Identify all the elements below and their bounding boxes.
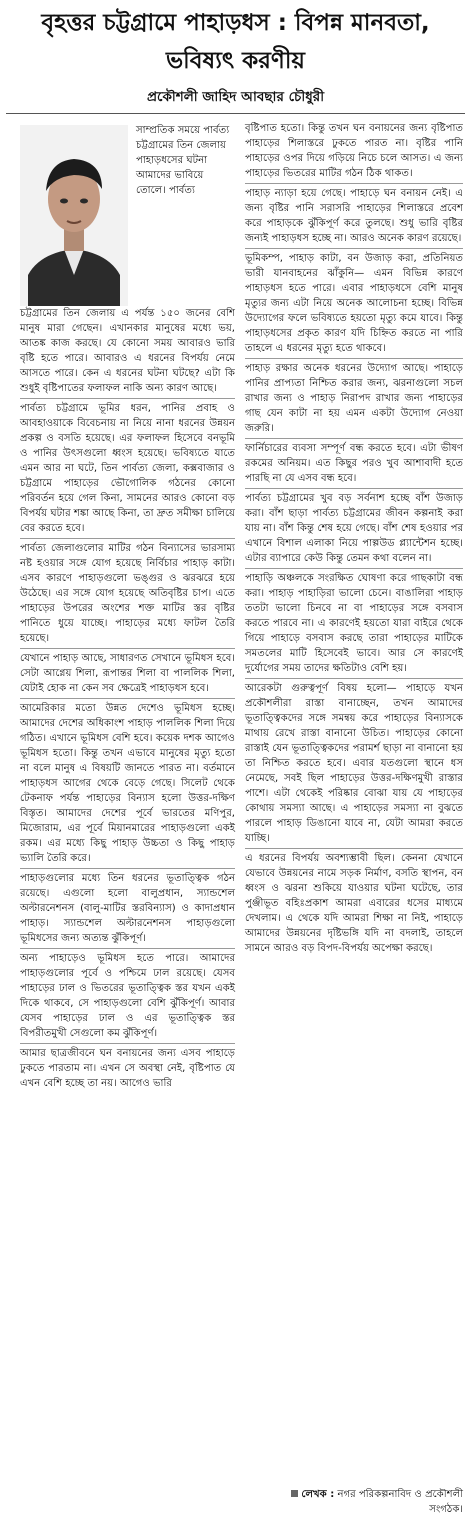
author-byline: প্রকৌশলী জাহিদ আবছার চৌধুরী (146, 89, 325, 105)
paragraph: এ ধরনের বিপর্যয় অবশ্যম্ভাবী ছিল। কেননা যেখানে যেভাবে উন্নয়নের নামে সড়ক নির্মাণ, বসতি স্থাপন, বন ধ্বংস ও ঝরনা শুকিয়ে যাওয়ার ঘটনা ঘটেছে, তার পুঞ্জীভূত বহিঃপ্রকাশ আমরা এবারের ধসের মাধ্যমে দেখলাম। এ থেকে যদি আমরা শিক্ষা না নিই, পাহাড়ে আমাদের উন্নয়নের দৃষ্টিভঙ্গি যদি না বদলাই, তাহলে সামনে আরও বড় বিপদ-বিপর্যয় অপেক্ষা করছে। (245, 853, 463, 954)
paragraph: পাহাড়ি অঞ্চলকে সংরক্ষিত ঘোষণা করে গাছকাটা বন্ধ করা। পাহাড় পাহাড়িরা ভালো চেনে। বাঙালিরা পাহাড় ততটা ভালো চিনবে না বা পাহাড়ের সঙ্গে বসবাস করতে পারবে না। এ কারণেই হয়তো যারা বাইরে থেকে গিয়ে পাহাড়ে বসবাস করছে তারা পাহাড়ের মাটিকে সমতলের মাটি হিসেবেই ভাবে। আর সে কারণেই দুর্যোগের সময় তাদের ক্ষতিটাও বেশি হয়। (245, 571, 463, 679)
paragraph: পাহাড়গুলোর মধ্যে তিন ধরনের ভূতাত্ত্বিক গঠন রয়েছে। এগুলো হলো বালুপ্রধান, স্যান্ডশেল অল্টারনেশনস (বালু-মাটির স্তরবিন্যাস) ও কাদাপ্রধান পাহাড়। স্যান্ডশেল অল্টারনেশনস পাহাড়গুলো ভূমিধসের জন্য অত্যন্ত ঝুঁকিপূর্ণ। (20, 871, 235, 949)
portrait-image (20, 125, 128, 306)
paragraph: চট্টগ্রামের তিন জেলায় এ পর্যন্ত ১৫০ জনের বেশি মানুষ মারা গেছেন। এখানকার মানুষের মধ্যে ভয়, আতঙ্ক কাজ করছে। যে কোনো সময় আবারও ভারি বৃষ্টি হতে পারে। আবারও এ ধরনের বিপর্যয় নেমে আসতে পারে। কেন এ ধরনের ঘটনা ঘটছে? এটা কি শুধুই বৃষ্টিপাতের ফলাফল নাকি অন্য কারণ আছে। (20, 306, 235, 399)
paragraph: পাহাড় রক্ষার অনেক ধরনের উদ্যোগ আছে। পাহাড়ে পানির প্রাপ্যতা নিশ্চিত করার জন্য, ঝরনাগুলো সচল রাখার জন্য ও পাহাড় নিরাপদ রাখার জন্য পাহাড়ের গাছ যেন কাটা না হয় এমন একটা উদ্যোগ নেওয়া জরুরি। (245, 361, 463, 439)
paragraph: পাহাড় ন্যাড়া হয়ে গেছে। পাহাড়ে ঘন বনায়ন নেই। এ জন্য বৃষ্টির পানি সরাসরি পাহাড়ের শিলাস্তরে প্রবেশ করে পাহাড়কে ঝুঁকিপূর্ণ করে তুলছে। শুধু ভারি বৃষ্টির জন্যই পাহাড়ধস হচ্ছে না। আরও অনেক কারণ রয়েছে। (245, 186, 463, 249)
paragraph: বৃষ্টিপাত হতো। কিন্তু তখন ঘন বনায়নের জন্য বৃষ্টিপাত পাহাড়ের শিলাস্তরে ঢুকতে পারত না। বৃষ্টির পানি পাহাড়ের ওপর দিয়ে গড়িয়ে নিচে চলে আসত। এ জন্য পাহাড়ের ভিতরের মাটির গঠন ঠিক থাকত। (245, 121, 463, 184)
paragraph: ফার্নিচারের ব্যবসা সম্পূর্ণ বন্ধ করতে হবে। এটা ভীষণ রকমের অনিয়ম। এত কিছুর পরও খুব আশাবাদী হতে পারছি না যে এসব বন্ধ হবে। (245, 441, 463, 489)
author-note-text: নগর পরিকল্পনাবিদ ও প্রকৌশলী সংগঠক। (337, 1489, 463, 1515)
paragraph: আমেরিকার মতো উন্নত দেশেও ভূমিধস হচ্ছে। আমাদের দেশের অধিকাংশ পাহাড় পাললিক শিলা দিয়ে গঠিত। এখানে ভূমিধস বেশি হবে। কয়েক দশক আগেও ভূমিধস হতো। কিন্তু তখন এভাবে মানুষের মৃত্যু হতো না বলে মানুষ এ বিষয়টি জানতে পারত না। বর্তমানে পাহাড়ধস আগের থেকে বেড়ে গেছে। সিলেট থেকে টেকনাফ পর্যন্ত পাহাড়ের বিন্যাস হলো উত্তর-দক্ষিণ বিস্তৃত। আমাদের দেশের পূর্বে ভারতের মণিপুর, মিজোরাম, এর পূর্বে মিয়ানমারের পাহাড়গুলো একই রকম। এর মধ্যে কিছু পাহাড় উচ্চতা ও কিছু পাহাড় ভ্যালি তৈরি করে। (20, 701, 235, 869)
left-column-body (20, 306, 235, 1095)
paragraph: অন্য পাহাড়েও ভূমিধস হতে পারে। আমাদের পাহাড়গুলোর পূর্বে ও পশ্চিমে ঢাল রয়েছে। যেসব পাহাড়ের ঢাল ও ভিতরের ভূতাত্ত্বিক স্তর যখন একই দিকে থাকবে, সে পাহাড়গুলো বেশি ঝুঁকিপূর্ণ। আবার যেসব পাহাড়ের ঢাল ও এর ভূতাত্ত্বিক স্তর বিপরীতমুখী সেগুলো কম ঝুঁকিপূর্ণ। (20, 951, 235, 1044)
paragraph: ভূমিকম্প, পাহাড় কাটা, বন উজাড় করা, প্রতিনিয়ত ভারী যানবাহনের ঝাঁকুনি— এমন বিভিন্ন কারণে পাহাড়ধস হতে পারে। এবার পাহাড়ধসে বেশি মানুষ মৃত্যুর জন্য এটা নিয়ে অনেক আলোচনা হচ্ছে। বিভিন্ন উদ্যোগের ফলে ভবিষ্যতে হয়তো মৃত্যু কমে যাবে। কিন্তু পাহাড়ধসের প্রকৃত কারণ যদি চিহ্নিত করতে না পারি তাহলে এ ধরনের মৃত্যু হতে থাকবে। (245, 251, 463, 359)
author-photo (20, 125, 128, 306)
paragraph: আরেকটা গুরুত্বপূর্ণ বিষয় হলো— পাহাড়ে যখন প্রকৌশলীরা রাস্তা বানাচ্ছেন, তখন আমাদের ভূতাত্ত্বিকদের সঙ্গে সমন্বয় করে পাহাড়ের বিন্যাসকে মাথায় রেখে রাস্তা বানানো উচিত। পাহাড়ের কোনো রাস্তাই যেন ভূতাত্ত্বিকদের পরামর্শ ছাড়া না বানানো হয় তা নিশ্চিত করতে হবে। এবার যতগুলো স্থানে ধস নেমেছে, সবই ছিল পাহাড়ের উত্তর-দক্ষিণমুখী রাস্তার পাশে। এটা থেকেই পরিষ্কার বোঝা যায় যে পাহাড়ের কোথায় সমস্যা আছে। এ পাহাড়ের সমস্যা না বুঝতে পারলে পাহাড় ডিঙানো যাবে না, যেটা আমরা করতে যাচ্ছি। (245, 681, 463, 849)
article-headline: বৃহত্তর চট্টগ্রামে পাহাড়ধস : বিপন্ন মানবতা, ভবিষ্যৎ করণীয় (41, 10, 430, 74)
paragraph: আমার ছাত্রজীবনে ঘন বনায়নের জন্য এসব পাহাড়ে ঢুকতে পারতাম না। এখন সে অবস্থা নেই, বৃষ্টিপাত যে এখন বেশি হচ্ছে তা নয়। আগেও ভারি (20, 1048, 235, 1089)
paragraph: পার্বত্য চট্টগ্রামে ভূমির ধরন, পানির প্রবাহ ও আবহাওয়াকে বিবেচনায় না নিয়ে নানা ধরনের উন্নয়ন প্রকল্প ও বসতি হয়েছে। এর ফলাফল হিসেবে বনভূমি ও পানির উৎসগুলো ধ্বংস হয়েছে। ভবিষ্যতে যাতে এমন আর না ঘটে, তিন পার্বত্য জেলা, কক্সবাজার ও চট্টগ্রামে পাহাড়ের ভৌগোলিক গঠনের কোনো পরিবর্তন হয়ে গেল কিনা, সামনের আরও কোনো বড় বিপর্যয় ঘটার শঙ্কা আছে কিনা, তা দ্রুত সমীক্ষা চালিয়ে বের করতে হবে। (20, 401, 235, 539)
author-note-label: লেখক : (301, 1489, 335, 1500)
square-bullet-icon (291, 1490, 298, 1497)
paragraph: পার্বত্য চট্টগ্রামের খুব বড় সর্বনাশ হচ্ছে বাঁশ উজাড় করা। বাঁশ ছাড়া পার্বত্য চট্টগ্রামের জীবন কল্পনাই করা যায় না। বাঁশ কিন্তু শেষ হয়ে গেছে। বাঁশ শেষ হওয়ার পর এখানে বিশাল এলাকা নিয়ে পাল্পউড প্ল্যান্টেশন হচ্ছে। এটার ব্যাপারে কেউ কিন্তু তেমন কথা বলেন না। (245, 491, 463, 569)
article-intro: সাম্প্রতিক সময়ে পার্বত্য চট্টগ্রামের তিন জেলায় পাহাড়ধসের ঘটনা আমাদের ভাবিয়ে তোলে। পার্বত্য (136, 125, 230, 196)
right-column (245, 121, 463, 960)
author-note (268, 1487, 463, 1517)
header-divider (6, 113, 465, 114)
paragraph: পার্বত্য জেলাগুলোর মাটির গঠন বিন্যাসের ভারসাম্য নষ্ট হওয়ার সঙ্গে যোগ হয়েছে নির্বিচার পাহাড় কাটা। এসব কারণে পাহাড়গুলো ভঙ্গুর ও ঝরঝরে হয়ে উঠেছে। এর সঙ্গে যোগ হয়েছে অতিবৃষ্টির চাপ। এতে পাহাড়ের উপরের অংশের শক্ত মাটির স্তর বৃষ্টির পানিতে ধুয়ে যাচ্ছে। পাহাড়ের মধ্যে ফাটল তৈরি হয়েছে। (20, 541, 235, 649)
paragraph: যেখানে পাহাড় আছে, সাধারণত সেখানে ভূমিধস হবে। সেটা আগ্নেয় শিলা, রূপান্তর শিলা বা পাললিক শিলা, যেটাই হোক না কেন সব ক্ষেত্রেই পাহাড়ধস হবে। (20, 651, 235, 699)
